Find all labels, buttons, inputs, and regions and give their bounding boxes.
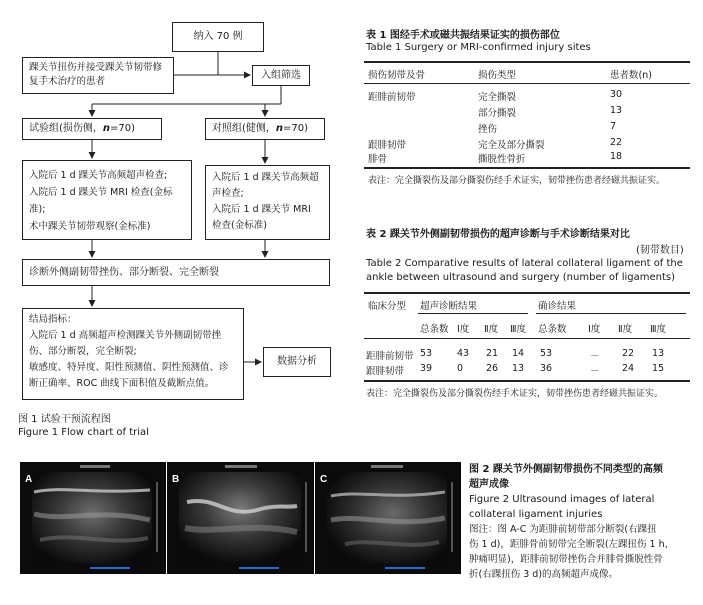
ultrasound-panel-b [167,462,314,574]
table2-cell: 43 [457,348,470,359]
panel-label-a: A [25,474,33,485]
ultrasound-panel-a [20,462,166,574]
table2-cell: 0 [457,363,464,374]
test-group-n: n [102,123,111,134]
table2-group-header: 确诊结果 [538,301,577,312]
control-group-count: =70) [283,123,309,134]
table1-cell: 22 [610,137,623,148]
table2-cell: 21 [486,348,499,359]
ultrasound-panel-c [315,462,461,574]
test-group-label: 试验组(损伤侧， [29,123,103,134]
table2-bottom-rule [364,380,690,382]
diagnosis-text: 诊断外侧副韧带挫伤、部分断裂、完全断裂 [29,267,219,278]
table2-sub-header: Ⅰ度 [457,324,470,335]
table2-title-en: Table 2 Comparative results of lateral collateral ligament of the [366,258,683,269]
screening-text: 入组筛选 [261,70,301,81]
table2-note: 表注：完全撕裂伤及部分撕裂伤经手术证实，韧带挫伤患者经磁共振证实。 [366,389,664,399]
panel-label-b: B [172,474,180,485]
table2-group-rule [536,313,686,314]
patients-text: 踝关节扭伤并接受踝关节韧带修复手术治疗的患者 [29,62,163,87]
table1-cell: 18 [610,151,623,162]
table1-cell: 撕脱性骨折 [478,154,526,165]
table1-title-en: Table 1 Surgery or MRI-confirmed injury sites [366,42,591,53]
table2-title-en: ankle between ultrasound and surgery (number of ligaments) [366,272,675,283]
table1-header: 患者数(n) [610,70,652,81]
test-exam-line: 入院后 1 d 踝关节 MRI 检查(金标准); [29,187,173,215]
table2-sub-header: Ⅰ度 [588,324,601,335]
table2-sub-header: Ⅲ度 [650,324,667,335]
table2-header-rule [364,338,690,339]
table2-unit: (韧带数目) [636,245,684,256]
table2-cell: 24 [622,363,635,374]
test-exam-line: 术中踝关节韧带观察(金标准) [29,221,151,232]
figure2-caption-cn: 超声成像 [469,479,509,490]
control-group-label: 对照组(健侧， [212,123,276,134]
ultrasound-image-c [315,462,461,574]
table2-sub-header: Ⅱ度 [484,324,499,335]
ultrasound-image-a [20,462,166,574]
flowchart-connectors [0,0,345,410]
table2-cell: 14 [512,348,525,359]
table1-cell: 完全及部分撕裂 [478,140,545,151]
table2-cell: 26 [486,363,499,374]
table2-cell: 22 [622,348,635,359]
table1-header: 损伤类型 [478,70,517,81]
figure2-note: 伤 1 d)，距腓骨前韧带完全断裂(左踝扭伤 1 h， [469,539,675,550]
panel-label-c: C [320,474,328,485]
figure2-note: 肿痛明显)，距腓前韧带挫伤合并腓骨撕脱性骨 [469,554,663,565]
table2-cell: 53 [420,348,433,359]
table2-sub-header: 总条数 [420,324,449,335]
table1-cell: 7 [610,121,617,132]
figure1-caption-en: Figure 1 Flow chart of trial [18,427,149,438]
test-group-count: =70) [110,123,136,134]
table2-cell: 15 [652,363,665,374]
table1-cell: 30 [610,89,623,100]
table1-cell: 部分撕裂 [478,108,517,119]
test-exam-line: 入院后 1 d 踝关节高频超声检查; [29,170,168,181]
outcome-line: 敏感度、特异度、阳性预测值、阴性预测值、诊断正确率、ROC 曲线下面积值及截断点值。 [29,362,229,389]
analysis-text: 数据分析 [277,356,317,367]
table1-note: 表注：完全撕裂伤及部分撕裂伤经手术证实，韧带挫伤患者经磁共振证实。 [368,176,666,186]
outcome-line: 结局指标： [29,314,77,325]
figure2-caption-en: Figure 2 Ultrasound images of lateral [469,494,655,505]
figure2-note: 折(右踝扭伤 3 d)的高频超声成像。 [469,569,619,580]
table2-cell: 距腓前韧带 [366,351,414,362]
table2-cell: 39 [420,363,433,374]
table2-top-rule [364,292,690,294]
table1-title-cn: 表 1 图经手术或磁共振结果证实的损伤部位 [366,30,560,41]
table2-cell: 跟腓韧带 [366,366,405,377]
table1-cell: 跟腓韧带 [368,140,407,151]
table1-cell: 挫伤 [478,124,498,135]
table2-title-cn: 表 2 踝关节外侧副韧带损伤的超声诊断与手术诊断结果对比 [366,229,630,240]
figure2-caption-en: collateral ligament injuries [469,509,603,520]
ultrasound-image-b [167,462,314,574]
figure2-caption [469,462,697,582]
outcome-line: 入院后 1 d 高频超声检测踝关节外侧副韧带挫伤、部分断裂，完全断裂; [29,330,222,357]
table1-cell: 13 [610,105,623,116]
table2-cell: － [590,366,600,377]
figure1-caption-cn: 图 1 试验干预流程图 [18,414,111,425]
table2-group-header: 超声诊断结果 [420,301,478,312]
control-group-n: n [275,123,284,134]
table1-header: 损伤韧带及骨 [368,70,426,81]
table1-bottom-rule [364,167,690,169]
table2-sub-header: Ⅲ度 [510,324,527,335]
table1-header-rule [364,83,690,84]
table2-sub-header: Ⅱ度 [618,324,633,335]
figure2-note: 图注：图 A-C 为距腓前韧带部分断裂(右踝扭 [469,524,657,535]
table2-cell: 13 [652,348,665,359]
table1-cell: 完全撕裂 [478,92,517,103]
table2-cell: 53 [540,348,553,359]
table2-group-rule [418,313,528,314]
table2-cell: 13 [512,363,525,374]
figure2-caption-cn: 图 2 踝关节外侧副韧带损伤不同类型的高频 [469,464,663,475]
table1-cell: 距腓前韧带 [368,92,416,103]
control-exam-line: 入院后 1 d 踝关节高频超声检查; [212,172,319,199]
table2-cell: 36 [540,363,553,374]
control-exam-line: 入院后 1 d 踝关节 MRI 检查(金标准) [212,204,311,231]
enroll-text: 纳入 70 例 [193,31,243,42]
table2-group-header: 临床分型 [368,301,407,312]
table2-sub-header: 总条数 [538,324,567,335]
table2-cell: － [590,351,600,362]
table1-cell: 腓骨 [368,154,388,165]
table1-top-rule [364,61,690,63]
